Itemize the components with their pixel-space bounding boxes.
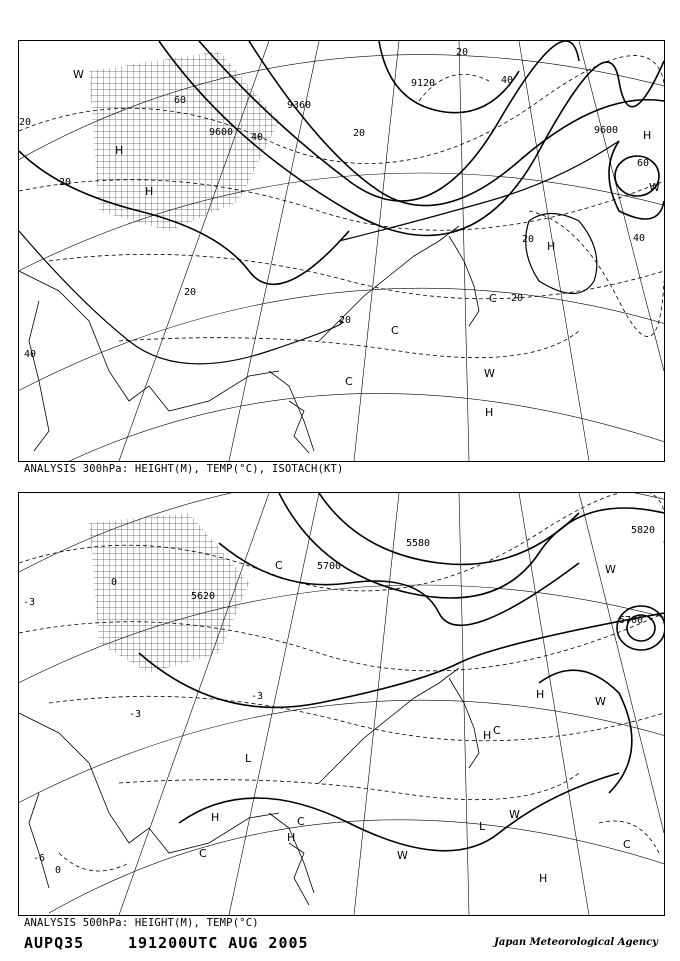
contour-label: 20	[456, 47, 469, 58]
contour-label: 60	[637, 158, 650, 169]
contour-label: 20	[59, 177, 72, 188]
system-symbol: W	[73, 68, 84, 81]
system-symbol: C	[623, 838, 631, 851]
contour-label: 5820	[631, 525, 656, 536]
system-symbol: W	[595, 695, 606, 708]
contour-label: 40	[633, 233, 646, 244]
map-500hpa-svg	[19, 493, 664, 915]
contour-label: 9600	[209, 127, 234, 138]
chart-id: AUPQ35	[24, 934, 85, 952]
contour-label: -3	[23, 597, 36, 608]
system-symbol: W	[509, 808, 520, 821]
system-symbol: H	[539, 872, 548, 885]
system-symbol: H	[115, 144, 124, 157]
coastlines	[19, 668, 479, 905]
hatched-region	[89, 513, 249, 673]
contour-label: 0	[111, 577, 118, 588]
contour-label: 20	[184, 287, 197, 298]
contour-label: 9120	[411, 78, 436, 89]
contour-label: -3	[129, 709, 142, 720]
analysis-300hpa-map	[18, 40, 665, 462]
system-symbol: W	[649, 181, 660, 194]
contour-label: 40	[251, 132, 264, 143]
system-symbol: C	[489, 292, 497, 305]
analysis-500hpa-map	[18, 492, 665, 916]
system-symbol: C	[391, 324, 399, 337]
contour-label: -3	[251, 691, 264, 702]
contour-label: 5620	[191, 591, 216, 602]
contour-label: 20	[19, 117, 32, 128]
system-symbol: H	[643, 129, 652, 142]
pressure-systems	[199, 559, 631, 885]
system-symbol: C	[345, 375, 353, 388]
system-symbol: W	[605, 563, 616, 576]
contour-label: 5700	[619, 615, 644, 626]
contour-label: 20	[353, 128, 366, 139]
contour-label: 40	[501, 75, 514, 86]
contour-label: 9360	[287, 100, 312, 111]
valid-time: 191200UTC AUG 2005	[128, 934, 309, 952]
agency-name: Japan Meteorological Agency	[494, 937, 658, 948]
system-symbol: L	[245, 752, 252, 765]
system-symbol: C	[297, 815, 305, 828]
system-symbol: W	[484, 367, 495, 380]
system-symbol: W	[397, 849, 408, 862]
contour-label: 5700	[317, 561, 342, 572]
contour-label: -6	[33, 853, 46, 864]
system-symbol: H	[536, 688, 545, 701]
contour-label: 20	[339, 315, 352, 326]
system-symbol: C	[199, 847, 207, 860]
system-symbol: H	[483, 729, 492, 742]
system-symbol: H	[287, 831, 296, 844]
contour-label: 20	[511, 293, 524, 304]
caption-500hpa: ANALYSIS 500hPa: HEIGHT(M), TEMP(°C)	[24, 917, 259, 929]
system-symbol: L	[479, 820, 486, 833]
system-symbol: H	[211, 811, 220, 824]
contour-label: 60	[174, 95, 187, 106]
map-300hpa-svg	[19, 41, 664, 461]
system-symbol: C	[493, 724, 501, 737]
caption-300hpa: ANALYSIS 300hPa: HEIGHT(M), TEMP(°C), ISOTACH(KT)	[24, 463, 344, 475]
contour-label: 9600	[594, 125, 619, 136]
system-symbol: H	[485, 406, 494, 419]
coastlines	[19, 226, 479, 453]
system-symbol: H	[145, 185, 154, 198]
system-symbol: C	[275, 559, 283, 572]
contour-label: 5580	[406, 538, 431, 549]
contour-label: 0	[55, 865, 62, 876]
contour-label: 40	[24, 349, 37, 360]
contour-label: 20	[522, 234, 535, 245]
system-symbol: H	[547, 240, 556, 253]
